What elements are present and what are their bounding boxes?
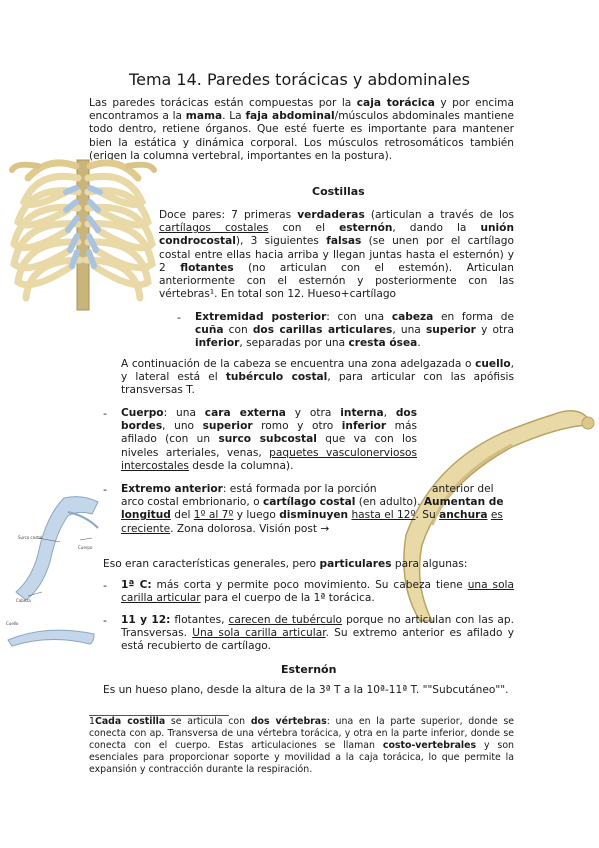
figure-label: Cuello	[6, 621, 19, 626]
particulares-paragraph: Eso eran características generales, pero particulares para algunas:	[103, 558, 468, 570]
bullet-costillas-flotantes: 11 y 12: flotantes, carecen de tubérculo porque no articulan con las ap. Transversas. Una sola carilla articular. Su extremo anterior es afilado y está recubierto de cartílago.	[121, 614, 514, 653]
section-heading-costillas: Costillas	[312, 185, 365, 198]
figure-label: Cuerpo	[78, 545, 93, 550]
figure-label: Surco costal	[18, 535, 43, 540]
costillas-paragraph: Doce pares: 7 primeras verdaderas (articulan a través de los cartílagos costales con el esternón, dando la unión condrocostal), 3 siguientes falsas (se unen por el cartílago costal entre ellas hacia arriba y llegan juntas hasta el esternón) y 2 flotantes (no articulan con el estemón). Articulan anteriormente con el esternón y posteriormente con las vértebras¹. En total son 12. Hueso+cartílago	[159, 209, 515, 301]
bullet-primera-costilla: 1ª C: más corta y permite poco movimiento. Su cabeza tiene una sola carilla articular para el cuerpo de la 1ª torácica.	[121, 579, 514, 605]
footnote: 1Cada costilla se articula con dos vértebras: una en la parte superior, donde se conecta con ap. Transversa de una vértebra torácica, y otra en la parte inferior, donde se conecta con el cuerpo. Estas articulaciones se llaman costo-vertebrales y son esenciales para proporcionar soporte y movilidad a la caja torácica, lo que permite la expansión y contracción durante la respiración.	[89, 716, 514, 775]
bullet-marker: -	[177, 311, 181, 324]
bullet-extremidad-posterior: Extremidad posterior: con una cabeza en forma de cuña con dos carillas articulares, una superior y otra inferior, separadas por una cresta ósea.	[195, 311, 514, 350]
esternon-paragraph: Es un hueso plano, desde la altura de la 3ª T a la 10ª-11ª T. ""Subcutáneo"".	[103, 684, 509, 696]
cuello-paragraph: A continuación de la cabeza se encuentra una zona adelgazada o cuello, y lateral está el tubérculo costal, para articular con las apófisis transversas T.	[121, 358, 515, 397]
page-title: Tema 14. Paredes torácicas y abdominales	[129, 70, 470, 89]
bullet-marker: -	[103, 579, 107, 592]
rib-head-illustration	[12, 492, 108, 604]
bullet-marker: -	[103, 614, 107, 627]
bullet-extremo-anterior: Extremo anterior: está formada por la porción anterior del arco costal embrionario, o cartílago costal (en adulto). Aumentan de longitud del 1º al 7º y luego disminuyen hasta el 12º. Su anchura es creciente. Zona dolorosa. Visión post →	[121, 483, 504, 535]
intro-paragraph-top: Las paredes torácicas están compuestas por la caja torácica y por encima encontramos a la mama. La faja abdominal/músculos abdominales mantiene todo dentro, retiene órganos. Que esté fuerte es importante para mantener bien la estática y dinámica corporal. Los músculos retrosomáticos también (erigen la columna vertebral, importantes en la postura).	[89, 97, 515, 162]
section-heading-esternon: Esternón	[281, 663, 337, 676]
bullet-marker: -	[103, 483, 107, 496]
bullet-cuerpo: Cuerpo: una cara externa y otra interna, dos bordes, uno superior romo y otro inferior más afilado (con un surco subcostal que va con los niveles arteriales, venas, paquetes vasculonerviosos intercostales desde la columna).	[121, 407, 417, 472]
first-rib-illustration	[6, 622, 98, 648]
bullet-marker: -	[103, 407, 107, 420]
figure-label: Cabeza	[16, 598, 31, 603]
rib-cage-illustration	[8, 152, 158, 322]
